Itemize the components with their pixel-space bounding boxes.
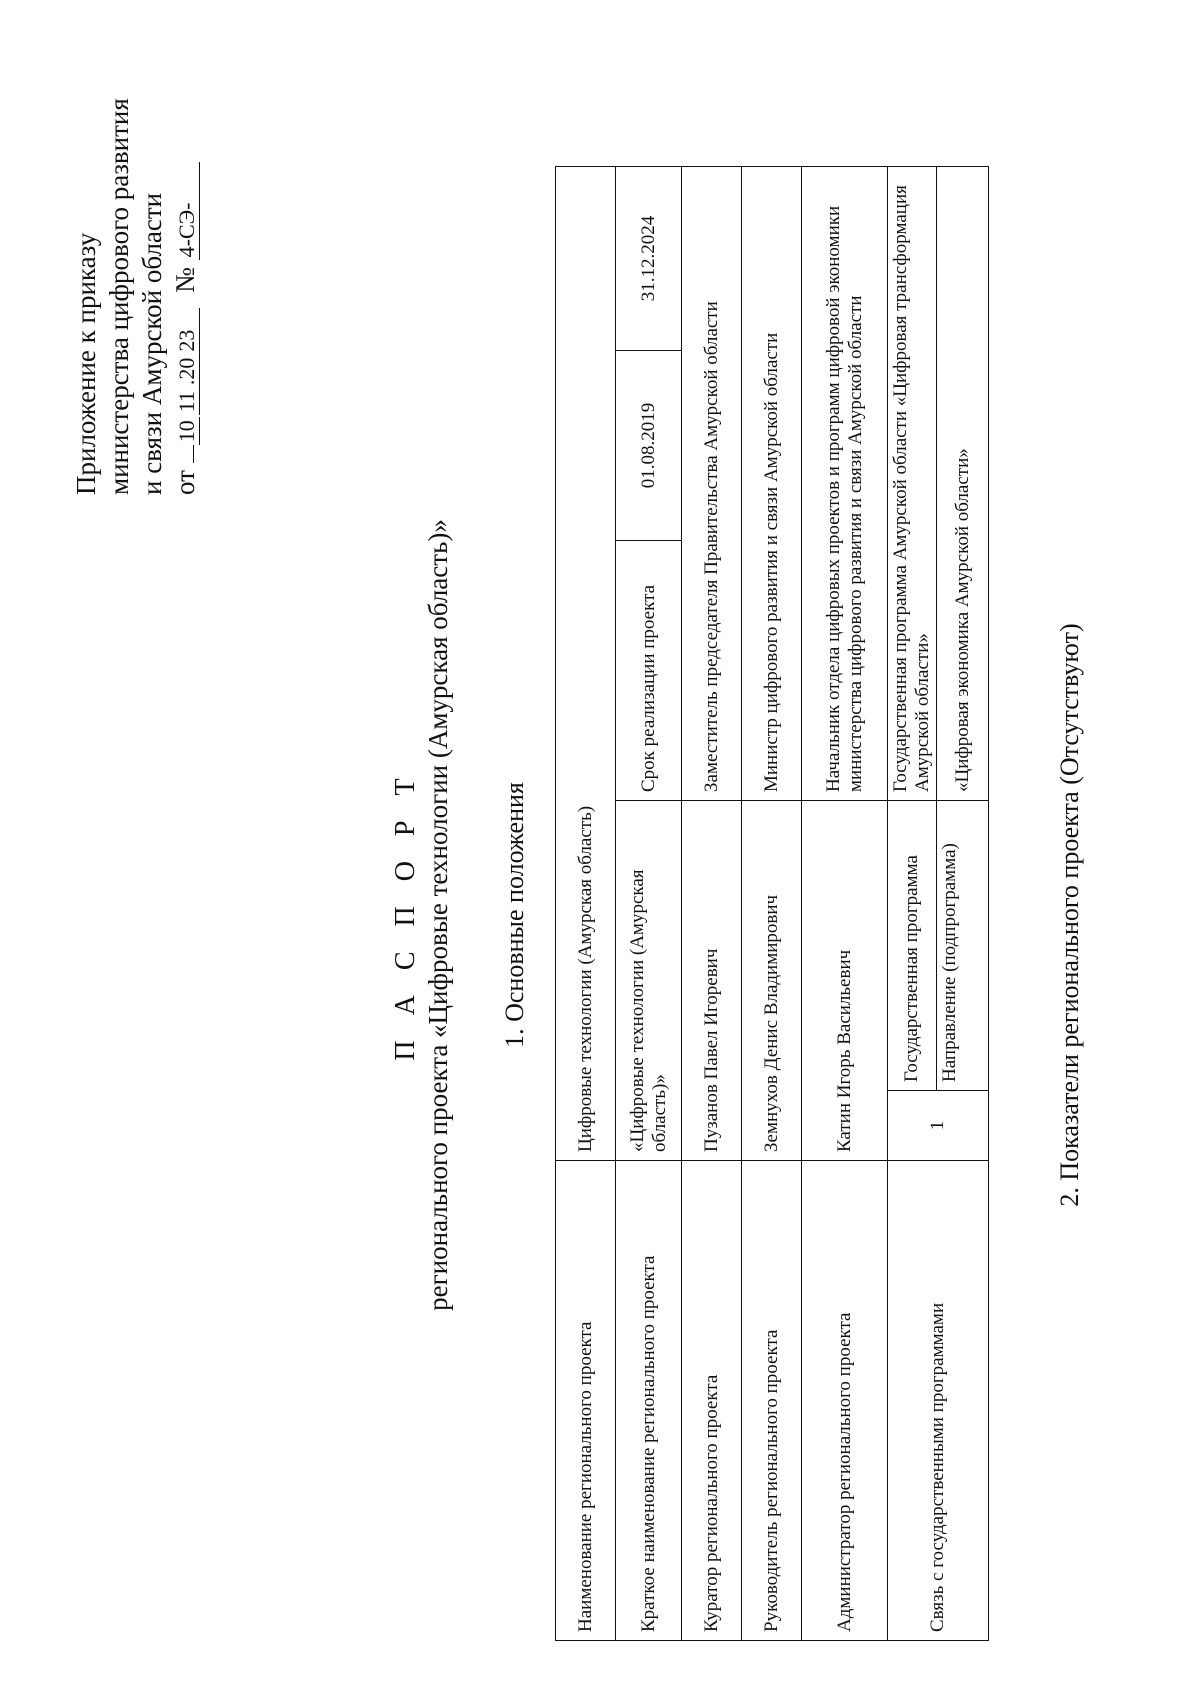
position-cell: Министр цифрового развития и связи Амурской области: [742, 166, 802, 800]
appendix-block: [70, 98, 202, 495]
program-label-cell: Государственная программа: [888, 801, 937, 1091]
table-row: [802, 166, 888, 1640]
label-cell: Связь с государственными программами: [888, 1161, 989, 1641]
term-end-cell: 31.12.2024: [616, 166, 682, 350]
passport-table: [555, 166, 989, 1641]
appendix-year: 23: [174, 308, 200, 355]
appendix-day: 10: [174, 417, 200, 445]
direction-label-cell: Направление (подпрограмма): [937, 801, 989, 1091]
appendix-ot: от: [170, 470, 200, 495]
document-page: [30, 45, 1190, 1665]
section-1-heading: 1. Основные положения: [500, 782, 529, 1048]
underline-gap: [171, 445, 194, 463]
value-cell: Катин Игорь Васильевич: [802, 801, 888, 1161]
title-heading: П А С П О Р Т: [390, 769, 421, 1061]
direction-value-cell: «Цифровая экономика Амурской области»: [937, 166, 989, 800]
table-row: [888, 166, 937, 1640]
title-subtitle: регионального проекта «Цифровые технологии (Амурская область)»: [423, 519, 453, 1311]
label-cell: Администратор регионального проекта: [802, 1161, 888, 1641]
label-cell: Руководитель регионального проекта: [742, 1161, 802, 1641]
appendix-number-sign: №: [170, 267, 200, 293]
term-start-cell: 01.08.2019: [616, 351, 682, 541]
table-row: [556, 166, 616, 1640]
value-cell: Пузанов Павел Игоревич: [682, 801, 742, 1161]
program-number-cell: 1: [888, 1091, 989, 1161]
table-row: [742, 166, 802, 1640]
value-cell: Цифровые технологии (Амурская область): [556, 166, 616, 1160]
position-cell: Заместитель председателя Правительства Амурской области: [682, 166, 742, 800]
table-row: [682, 166, 742, 1640]
section-2-heading: 2. Показатели регионального проекта (Отсутствуют): [1055, 623, 1084, 1207]
value-cell: «Цифровые технологии (Амурская область)»: [616, 801, 682, 1161]
appendix-number: 4-СЭ-: [174, 162, 200, 260]
table-row: [616, 166, 682, 1640]
term-label-cell: Срок реализации проекта: [616, 541, 682, 801]
appendix-line-2: министерства цифрового развития: [104, 98, 134, 495]
position-cell: Начальник отдела цифровых проектов и программ цифровой экономики министерства цифрового развития и связи Амурской области: [802, 166, 888, 800]
appendix-date-line: [169, 98, 202, 495]
appendix-month: 11: [174, 388, 200, 415]
label-cell: Краткое наименование регионального проекта: [616, 1161, 682, 1641]
document-title: [390, 165, 454, 1665]
value-cell: Земнухов Денис Владимирович: [742, 801, 802, 1161]
label-cell: Куратор регионального проекта: [682, 1161, 742, 1641]
appendix-year-prefix: .20: [174, 355, 200, 389]
appendix-line-3: и связи Амурской области: [137, 192, 167, 495]
appendix-line-1: Приложение к приказу: [71, 232, 101, 495]
label-cell: Наименование регионального проекта: [556, 1161, 616, 1641]
program-value-cell: Государственная программа Амурской области «Цифровая трансформация Амурской области»: [888, 166, 937, 800]
